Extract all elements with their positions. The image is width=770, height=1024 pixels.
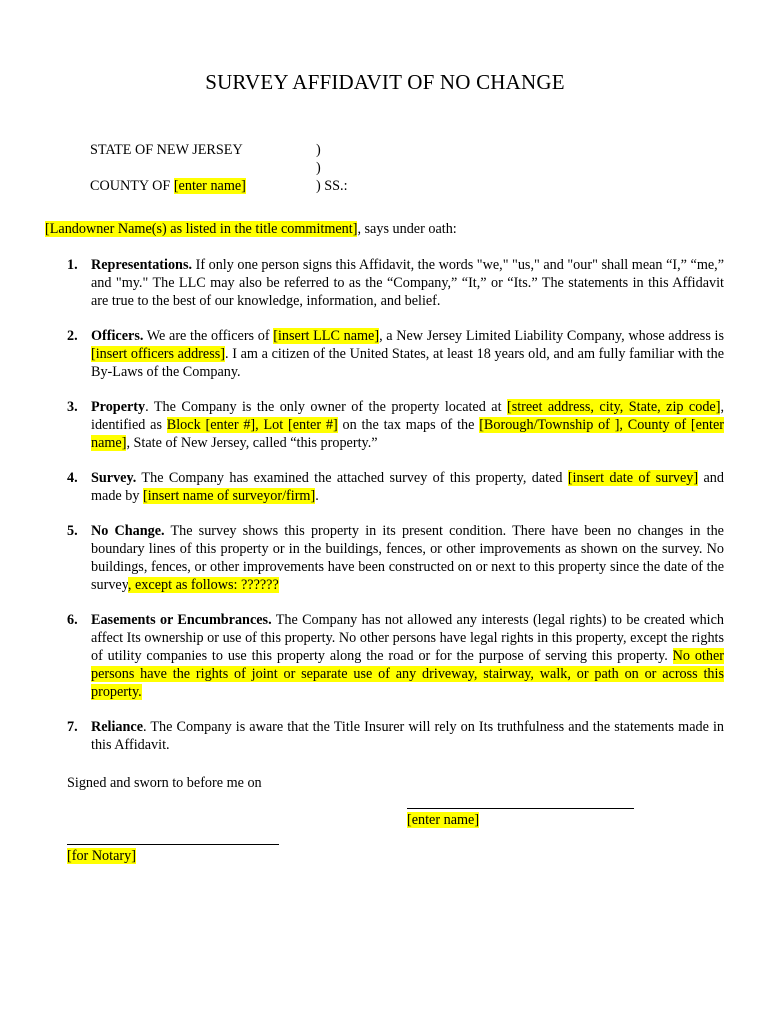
signed-sworn-line: Signed and sworn to before me on <box>67 775 262 791</box>
oath-line <box>45 220 735 238</box>
item-text: The Company has examined the attached survey of this property, dated <box>136 470 568 486</box>
item-text: If only one person signs this Affidavit, the words "we," "us," and "our" shall mean “I,” “me,” and "my." The LLC may also be referred to as the “Company,” “It,” or “Its.” The statements in this Affidavit are true to the best of our knowledge, information, and belief. <box>91 257 724 309</box>
item-text: . The Company is aware that the Title Insurer will rely on Its truthfulness and the statements made in this Affidavit. <box>91 719 724 753</box>
venue-row-state <box>90 141 490 159</box>
notary-block <box>67 844 279 865</box>
joint-use-clause: No other persons have the rights of joint or separate use of any driveway, stairway, walk, or path on or across this property. <box>91 648 724 700</box>
item-number: 4. <box>67 470 78 486</box>
landowner-placeholder: [Landowner Name(s) as listed in the title commitment] <box>45 221 358 237</box>
item-text: We are the officers of <box>143 328 274 344</box>
venue-row-county <box>90 177 490 195</box>
street-address-placeholder: [street address, city, State, zip code] <box>506 399 721 415</box>
item-text: , a New Jersey Limited Liability Company, whose address is <box>379 328 724 344</box>
item-heading: Reliance <box>91 719 144 735</box>
item-text: . The Company is the only owner of the property located at <box>145 399 507 415</box>
item-officers <box>67 327 724 381</box>
venue-row-blank <box>90 159 490 177</box>
item-number: 3. <box>67 399 78 415</box>
item-heading: Easements or Encumbrances. <box>91 612 272 628</box>
item-property <box>67 398 724 452</box>
item-survey <box>67 469 724 505</box>
item-text: . <box>315 488 319 504</box>
item-number: 1. <box>67 257 78 273</box>
exceptions-placeholder: , except as follows: ?????? <box>127 577 279 593</box>
item-text: , State of New Jersey, called “this property.” <box>126 435 378 451</box>
item-text: The survey shows this property in its present condition. There have been no changes in the boundary lines of this property or in the buildings, fences, or other improvements as shown on the survey. No buildings, fences, or other improvements have been constructed on or next to this property since the date of the survey <box>91 523 724 593</box>
oath-suffix: , says under oath: <box>357 221 457 237</box>
venue-paren: ) <box>316 160 321 176</box>
venue-paren: ) <box>316 142 321 158</box>
affidavit-items <box>67 256 724 771</box>
survey-date-placeholder: [insert date of survey] <box>567 470 699 486</box>
surveyor-name-placeholder: [insert name of surveyor/firm] <box>143 488 316 504</box>
item-representations <box>67 256 724 310</box>
signer-name-placeholder: [enter name] <box>407 812 480 828</box>
state-label: STATE OF NEW JERSEY <box>90 142 243 158</box>
venue-block <box>90 141 490 195</box>
item-text: , identified as <box>91 399 724 433</box>
item-heading: Officers. <box>91 328 144 344</box>
item-text: on the tax maps of the <box>337 417 480 433</box>
item-number: 2. <box>67 328 78 344</box>
block-lot-placeholder: Block [enter #], Lot [enter #] <box>166 417 338 433</box>
llc-name-placeholder: [insert LLC name] <box>273 328 380 344</box>
item-easements <box>67 611 724 701</box>
item-text: The Company has not allowed any interests (legal rights) to be created which affect Its ownership or use of this property. No other persons have legal rights in this property, except the rights of utility companies to use this property along the road or for the purpose of serving this property. <box>91 612 724 664</box>
signature-line <box>407 808 634 809</box>
county-placeholder: [enter name] <box>173 178 246 194</box>
notary-signature-line <box>67 844 279 845</box>
county-label: COUNTY OF <box>90 178 174 194</box>
item-number: 7. <box>67 719 78 735</box>
item-heading: Representations. <box>91 257 193 273</box>
signature-block <box>407 808 634 829</box>
item-number: 6. <box>67 612 78 628</box>
document-title: SURVEY AFFIDAVIT OF NO CHANGE <box>205 70 565 94</box>
item-text: . I am a citizen of the United States, at least 18 years old, and am fully familiar with the By-Laws of the Company. <box>91 346 724 380</box>
item-heading: Survey. <box>91 470 137 486</box>
item-reliance <box>67 718 724 754</box>
item-text: and made by <box>91 470 724 504</box>
borough-county-placeholder: [Borough/Township of ], County of [enter name] <box>91 417 725 451</box>
venue-ss: ) SS.: <box>316 178 348 194</box>
item-no-change <box>67 522 724 594</box>
item-number: 5. <box>67 523 78 539</box>
item-heading: Property <box>91 399 146 415</box>
officers-address-placeholder: [insert officers address] <box>91 346 225 362</box>
item-heading: No Change. <box>91 523 165 539</box>
notary-placeholder: [for Notary] <box>67 848 136 864</box>
